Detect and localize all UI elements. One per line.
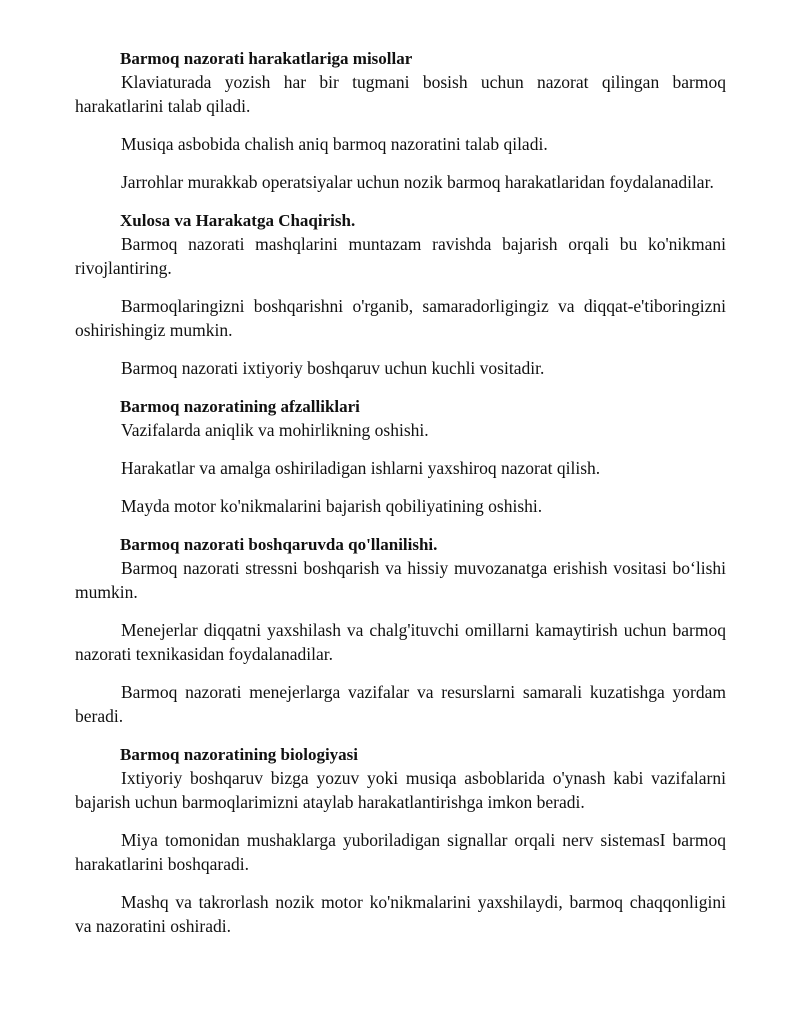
paragraph: Barmoq nazorati stressni boshqarish va hissiy muvozanatga erishish vositasi bo‘lishi mumkin.: [75, 558, 726, 602]
paragraph: Menejerlar diqqatni yaxshilash va chalg'ituvchi omillarni kamaytirish uchun barmoq nazorati texnikasidan foydalanadilar.: [75, 620, 726, 664]
section-conclusion: [75, 210, 726, 380]
paragraph: Klaviaturada yozish har bir tugmani bosish uchun nazorat qilingan barmoq harakatlarini talab qiladi.: [75, 72, 726, 116]
document-page: [75, 48, 726, 954]
paragraph: Mashq va takrorlash nozik motor ko'nikmalarini yaxshilaydi, barmoq chaqqonligini va nazoratini oshiradi.: [75, 892, 726, 936]
paragraph: Jarrohlar murakkab operatsiyalar uchun nozik barmoq harakatlaridan foydalanadilar.: [121, 172, 714, 192]
section-biology: [75, 744, 726, 938]
paragraph: Mayda motor ko'nikmalarini bajarish qobiliyatining oshishi.: [121, 496, 543, 516]
section-finger-control-examples: [75, 48, 726, 194]
paragraph: Ixtiyoriy boshqaruv bizga yozuv yoki musiqa asboblarida o'ynash kabi vazifalarni bajarish uchun barmoqlarimizni ataylab harakatlantirishga imkon beradi.: [75, 768, 726, 812]
section-heading: Barmoq nazorati boshqaruvda qo'llanilishi.: [120, 535, 438, 554]
section-heading: Barmoq nazorati harakatlariga misollar: [120, 49, 413, 68]
paragraph: Barmoq nazorati ixtiyoriy boshqaruv uchun kuchli vositadir.: [121, 358, 545, 378]
paragraph: Barmoqlaringizni boshqarishni o'rganib, samaradorligingiz va diqqat-e'tiboringizni oshirishingiz mumkin.: [75, 296, 726, 340]
section-heading: Barmoq nazoratining afzalliklari: [120, 397, 360, 416]
paragraph: Vazifalarda aniqlik va mohirlikning oshishi.: [121, 420, 429, 440]
section-heading: Barmoq nazoratining biologiyasi: [120, 745, 359, 764]
paragraph: Musiqa asbobida chalish aniq barmoq nazoratini talab qiladi.: [121, 134, 548, 154]
section-heading: Xulosa va Harakatga Chaqirish.: [120, 211, 356, 230]
paragraph: Barmoq nazorati mashqlarini muntazam ravishda bajarish orqali bu ko'nikmani rivojlantiring.: [75, 234, 726, 278]
section-benefits: [75, 396, 726, 518]
paragraph: Miya tomonidan mushaklarga yuboriladigan signallar orqali nerv sistemasI barmoq harakatlarini boshqaradi.: [75, 830, 726, 874]
section-management-use: [75, 534, 726, 728]
paragraph: Barmoq nazorati menejerlarga vazifalar va resurslarni samarali kuzatishga yordam beradi.: [75, 682, 726, 726]
paragraph: Harakatlar va amalga oshiriladigan ishlarni yaxshiroq nazorat qilish.: [121, 458, 601, 478]
